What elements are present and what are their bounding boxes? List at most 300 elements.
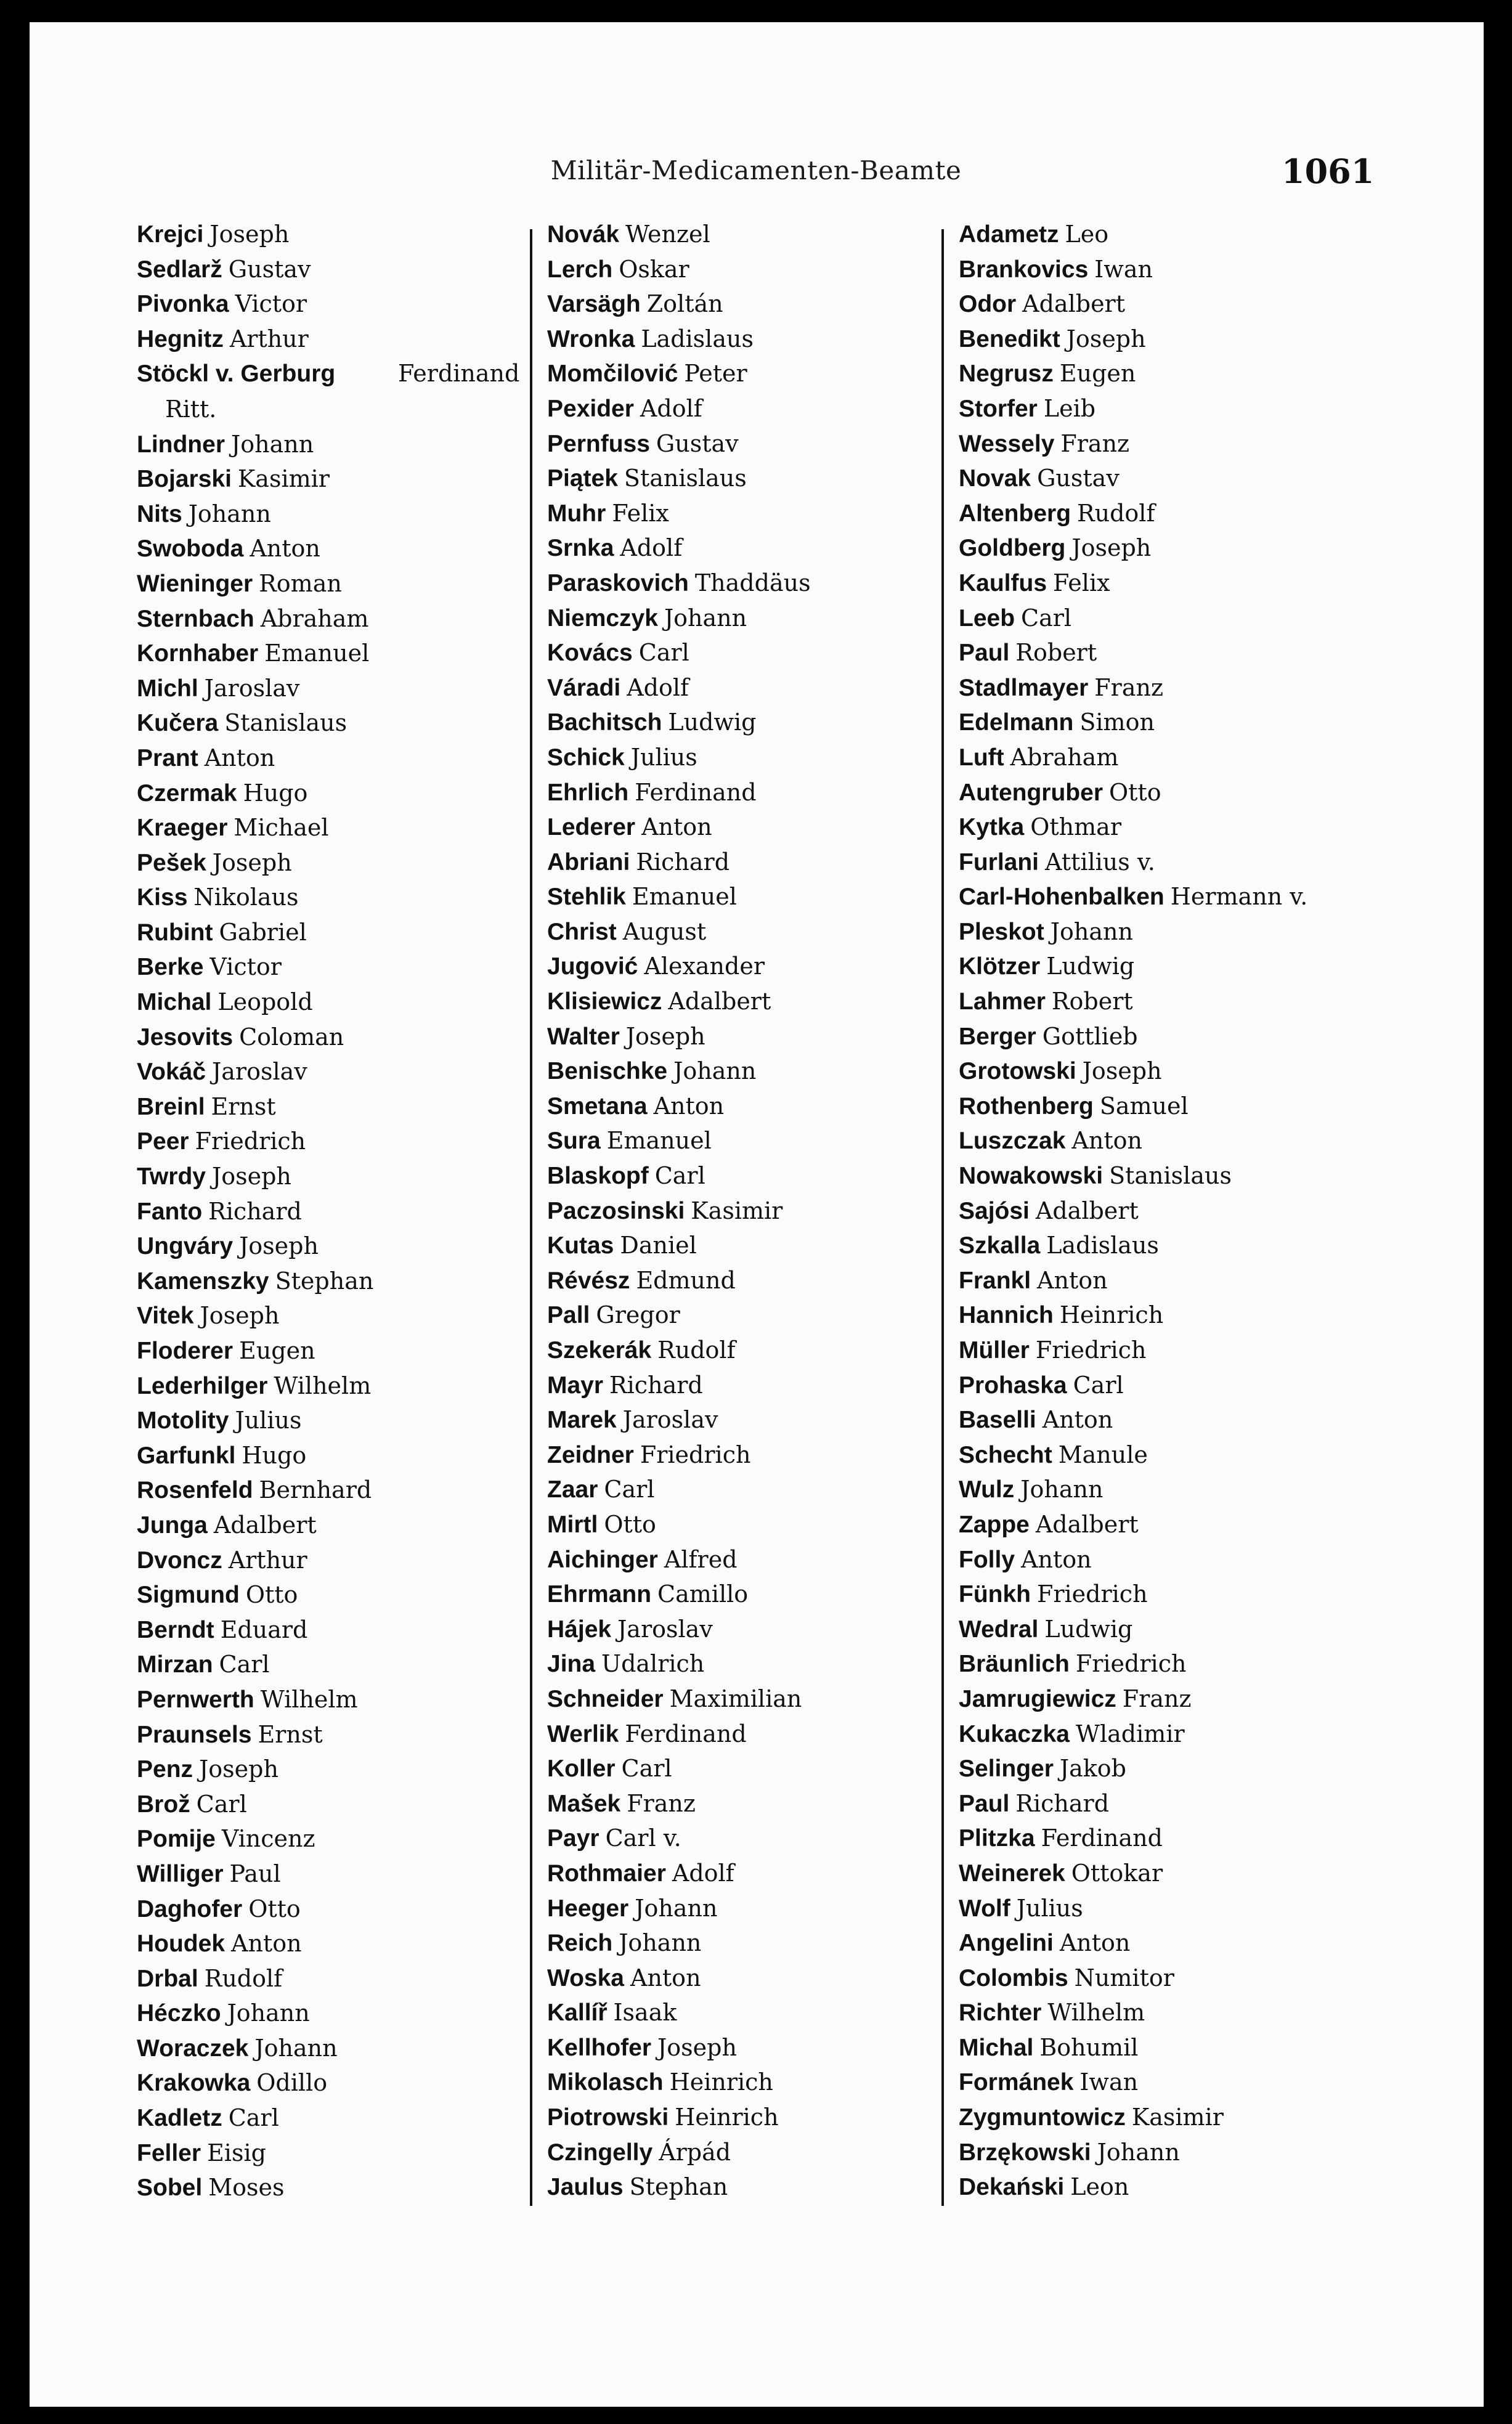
name-continuation: Ritt. [165,395,217,423]
surname: Pleskot [959,918,1044,945]
surname: Sternbach [137,605,254,632]
surname: Storfer [959,395,1038,422]
surname: Paczosinski [547,1197,685,1224]
surname: Negrusz [959,360,1054,388]
list-item [547,496,941,531]
surname: Kamenszky [137,1267,269,1295]
list-item [959,2135,1390,2170]
list-item [137,356,531,426]
given-name: Carl v. [605,1824,681,1852]
surname: Payr [547,1825,600,1852]
given-name: Roman [259,569,342,597]
list-item [547,810,941,845]
given-name: Stanislaus [224,709,348,737]
list-item [137,322,531,357]
list-item [547,1751,941,1786]
given-name: Adalbert [1035,1510,1139,1538]
given-name: Hugo [242,1441,307,1469]
surname: Wolf [959,1895,1010,1922]
surname: Wedral [959,1616,1039,1643]
given-name: Adalbert [668,988,771,1015]
surname: Sigmund [137,1582,240,1609]
list-item [959,1717,1390,1752]
list-item [137,427,531,462]
surname: Mikolasch [547,2069,664,2096]
list-item [547,1891,941,1926]
list-item [137,1857,531,1892]
list-item [547,1542,941,1577]
surname: Jaulus [547,2174,624,2201]
given-name: Joseph [211,1163,291,1190]
name-column-3 [959,217,1390,2205]
surname: Piątek [547,465,618,492]
list-item [547,1507,941,1542]
list-item [137,2136,531,2171]
given-name: Franz [1122,1685,1192,1712]
surname: Paraskovich [547,569,689,596]
surname: Schneider [547,1685,664,1712]
surname: Brankovics [959,256,1089,283]
list-item [137,706,531,741]
column-divider-2 [941,229,944,2206]
given-name: Ernst [258,1720,323,1748]
list-item [959,356,1390,391]
surname: Vokáč [137,1059,206,1086]
list-item [959,914,1390,950]
list-item [547,1995,941,2030]
surname: Dvoncz [137,1547,222,1574]
given-name: Ottokar [1071,1859,1163,1887]
surname: Szekerák [547,1337,652,1364]
list-item [137,1613,531,1648]
surname: Kovács [547,640,633,667]
list-item [137,1926,531,1961]
surname: Sedlarž [137,256,222,283]
given-name: Wilhelm [260,1685,358,1713]
list-item [959,949,1390,984]
given-name: Othmar [1030,813,1121,841]
surname: Benischke [547,1058,668,1085]
given-name: Otto [248,1895,301,1922]
given-name: Ferdinand [1041,1824,1163,1852]
surname: Odor [959,291,1017,318]
list-item [547,914,941,950]
list-item [547,1961,941,1996]
surname: Wronka [547,325,635,352]
list-item [137,1508,531,1543]
surname: Mirzan [137,1651,213,1678]
list-item [547,2135,941,2170]
given-name: Otto [245,1581,298,1609]
list-item [547,601,941,636]
given-name: Eugen [239,1337,315,1364]
given-name: Anton [630,1964,701,1991]
list-item [137,601,531,637]
list-item [137,1752,531,1787]
given-name: Joseph [625,1022,705,1050]
given-name: Wenzel [625,221,710,248]
surname: Pomije [137,1826,216,1853]
surname: Wulz [959,1476,1015,1503]
given-name: Oskar [619,255,689,283]
given-name: Richard [208,1197,302,1225]
surname: Sura [547,1128,601,1155]
given-name: Kasimir [691,1197,783,1224]
surname: Varsägh [547,291,641,318]
list-item [137,1892,531,1927]
surname: Plitzka [959,1825,1035,1852]
list-item [547,322,941,357]
surname: Krakowka [137,2070,251,2097]
surname: Schick [547,744,625,771]
list-item [137,1089,531,1125]
surname: Formánek [959,2069,1074,2096]
surname: Werlik [547,1720,619,1747]
list-item [959,1402,1390,1438]
list-item [959,1542,1390,1577]
given-name: Gregor [596,1301,680,1329]
given-name: Emanuel [632,883,737,911]
list-item [137,2065,531,2101]
name-column-2 [547,217,941,2205]
list-item [137,1333,531,1369]
list-item [959,1961,1390,1996]
list-item [547,1438,941,1473]
surname: Pernwerth [137,1686,254,1713]
given-name: Attilius v. [1045,848,1155,876]
given-name: Emanuel [264,640,370,667]
given-name: Arthur [229,325,309,352]
surname: Jugović [547,953,638,980]
surname: Kraeger [137,815,228,842]
given-name: Eduard [220,1616,308,1643]
given-name: Jaroslav [212,1058,307,1086]
given-name: Carl [228,2104,279,2132]
list-item [959,670,1390,706]
surname: Altenberg [959,500,1071,527]
surname: Zygmuntowicz [959,2104,1126,2131]
surname: Sajósi [959,1197,1030,1224]
surname: Grotowski [959,1058,1076,1085]
list-item [959,1298,1390,1333]
list-item [547,775,941,810]
surname: Berndt [137,1616,214,1643]
given-name: Joseph [239,1232,319,1260]
list-item [547,705,941,740]
surname: Váradi [547,674,621,701]
surname: Pernfuss [547,430,650,457]
given-name: Gustav [228,255,311,283]
list-item [959,1926,1390,1961]
surname: Pivonka [137,291,229,318]
list-item [137,252,531,287]
given-name: Bohumil [1039,2033,1139,2061]
given-name: Joseph [212,848,292,876]
given-name: Leon [1070,2173,1129,2201]
given-name: Franz [1060,429,1130,457]
surname: Wieninger [137,570,253,597]
given-name: Wilhelm [1047,1999,1145,2027]
given-name: Jakob [1059,1755,1127,1783]
surname: Adametz [959,221,1059,248]
surname: Novák [547,221,620,248]
given-name: Joseph [657,2033,737,2061]
surname: Marek [547,1407,617,1434]
list-item [137,915,531,950]
surname: Luft [959,744,1004,771]
list-item [959,426,1390,462]
list-item [137,2031,531,2066]
surname: Fünkh [959,1581,1031,1608]
list-item [547,1158,941,1194]
list-item [959,1751,1390,1786]
given-name: Gabriel [219,918,307,946]
surname: Autengruber [959,779,1103,806]
given-name: Johann [673,1057,757,1085]
given-name: Johann [635,1894,718,1922]
surname: Rothmaier [547,1860,666,1887]
list-item [137,810,531,845]
surname: Rosenfeld [137,1477,253,1504]
list-item [137,671,531,706]
given-name: Adalbert [1022,290,1125,318]
surname: Brož [137,1791,190,1818]
surname: Lindner [137,431,225,458]
given-name: Leo [1065,221,1109,248]
list-item [959,1507,1390,1542]
given-name: Paul [229,1860,281,1887]
list-item [959,1438,1390,1473]
given-name: Thaddäus [694,569,811,596]
list-item [959,1821,1390,1856]
list-item [547,1402,941,1438]
given-name: Daniel [620,1232,697,1259]
surname: Woska [547,1964,624,1991]
surname: Kučera [137,710,219,737]
given-name: Joseph [199,1755,278,1783]
list-item [959,531,1390,566]
surname: Kutas [547,1232,614,1259]
surname: Jamrugiewicz [959,1685,1116,1712]
given-name: Michael [234,814,329,842]
given-name: Joseph [1066,325,1146,352]
surname: Frankl [959,1267,1031,1294]
given-name: Nikolaus [193,884,299,911]
given-name: Anton [641,813,712,841]
given-name: Anton [231,1930,302,1958]
list-item [959,1158,1390,1194]
list-item [137,1403,531,1438]
given-name: Camillo [657,1580,749,1608]
given-name: Johann [1020,1476,1104,1503]
given-name: Ferdinand [625,1720,747,1747]
list-item [959,1263,1390,1298]
list-item [959,1019,1390,1054]
given-name: Friedrich [640,1441,751,1468]
list-item [959,1054,1390,1089]
list-item [959,217,1390,252]
surname: Aichinger [547,1546,658,1573]
given-name: Kasimir [237,465,330,493]
surname: Mirtl [547,1511,598,1538]
given-name: Adalbert [1035,1197,1139,1224]
list-item [137,880,531,915]
surname: Reich [547,1930,613,1957]
page-title: Militär-Medicamenten-Beamte [550,155,962,185]
list-item [137,1682,531,1717]
surname: Jesovits [137,1023,234,1051]
list-item [547,1263,941,1298]
surname: Fanto [137,1198,203,1225]
given-name: Carl [621,1755,672,1783]
list-item [959,740,1390,775]
given-name: Stanislaus [1109,1162,1232,1190]
given-name: Adolf [640,394,702,422]
surname: Sobel [137,2174,203,2202]
surname: Prohaska [959,1372,1067,1399]
given-name: Anton [653,1092,725,1120]
surname: Nowakowski [959,1163,1104,1190]
list-item [547,1019,941,1054]
given-name: Hugo [243,779,308,807]
given-name: Gottlieb [1042,1022,1138,1050]
list-item [547,1612,941,1647]
list-item [547,2030,941,2065]
list-item [959,601,1390,636]
given-name: Friedrich [1075,1650,1187,1678]
given-name: Adalbert [213,1511,317,1539]
surname: Novak [959,465,1031,492]
given-name: Udalrich [601,1650,705,1678]
given-name: Rudolf [1077,499,1155,527]
surname: Michal [137,989,212,1016]
given-name: Anton [1021,1545,1092,1573]
given-name: Anton [1037,1266,1108,1294]
given-name: Zoltán [646,290,723,318]
given-name: August [622,917,707,945]
list-item [547,740,941,775]
surname: Stöckl v. Gerburg [137,360,336,388]
surname: Williger [137,1860,224,1887]
list-item [959,705,1390,740]
given-name: Leib [1043,394,1096,422]
list-item [547,1089,941,1124]
surname: Paul [959,640,1010,667]
given-name: Arthur [228,1546,307,1574]
surname: Schecht [959,1441,1052,1468]
surname: Michal [959,2034,1034,2061]
given-name: Ferdinand [398,360,520,388]
surname: Michl [137,675,198,702]
given-name: Richard [1015,1789,1110,1817]
given-name: Robert [1015,639,1097,667]
surname: Pešek [137,849,206,876]
list-item [547,391,941,426]
surname: Nits [137,500,182,527]
given-name: Wladimir [1075,1720,1185,1747]
given-name: Isaak [613,1999,677,2027]
list-item [547,461,941,496]
given-name: Ludwig [1046,953,1135,980]
list-item [959,775,1390,810]
given-name: Heinrich [669,2068,773,2096]
surname: Feller [137,2139,201,2166]
surname: Bojarski [137,466,232,493]
surname: Ehrlich [547,779,629,806]
list-item [959,391,1390,426]
list-item [959,287,1390,322]
surname: Stadlmayer [959,674,1089,701]
list-item [547,1577,941,1612]
list-item [959,252,1390,287]
page-number: 1061 [1282,152,1375,191]
surname: Lederer [547,814,636,841]
surname: Motolity [137,1407,229,1434]
given-name: Ernst [211,1092,276,1120]
list-item [959,879,1390,914]
surname: Hájek [547,1616,612,1643]
given-name: Felix [612,499,669,527]
given-name: Anton [1071,1127,1142,1155]
surname: Lahmer [959,988,1046,1015]
surname: Kaulfus [959,569,1047,596]
list-item [137,566,531,601]
list-item [137,1159,531,1194]
surname: Luszczak [959,1128,1066,1155]
list-item [547,2100,941,2135]
list-item [137,985,531,1020]
surname: Muhr [547,500,606,527]
surname: Garfunkl [137,1442,236,1469]
list-item [959,1646,1390,1682]
surname: Szkalla [959,1232,1041,1259]
given-name: Johann [231,430,314,458]
given-name: Jaroslav [617,1615,713,1643]
surname: Wessely [959,430,1055,457]
list-item [547,1472,941,1507]
surname: Berke [137,954,204,981]
surname: Weinerek [959,1860,1065,1887]
surname: Jina [547,1651,596,1678]
given-name: Johann [227,1999,310,2027]
given-name: Carl [654,1162,705,1190]
given-name: Alfred [664,1545,738,1573]
list-item [137,1543,531,1578]
surname: Richter [959,1999,1042,2027]
list-item [547,1194,941,1229]
surname: Selinger [959,1755,1054,1783]
given-name: Iwan [1079,2068,1139,2096]
surname: Momčilović [547,360,678,388]
given-name: Franz [1094,673,1163,701]
given-name: Hermann v. [1170,883,1308,911]
list-item [137,217,531,252]
list-item [137,1996,531,2031]
list-item [137,1473,531,1508]
given-name: Wilhelm [274,1372,372,1399]
given-name: Carl [638,639,689,667]
list-item [137,636,531,671]
surname: Ehrmann [547,1581,652,1608]
given-name: Moses [208,2174,285,2202]
given-name: Johann [664,604,747,632]
list-item [547,1123,941,1158]
surname: Kellhofer [547,2034,652,2061]
list-item [959,1891,1390,1926]
given-name: Joseph [209,221,290,248]
surname: Benedikt [959,325,1060,352]
list-item [959,984,1390,1019]
